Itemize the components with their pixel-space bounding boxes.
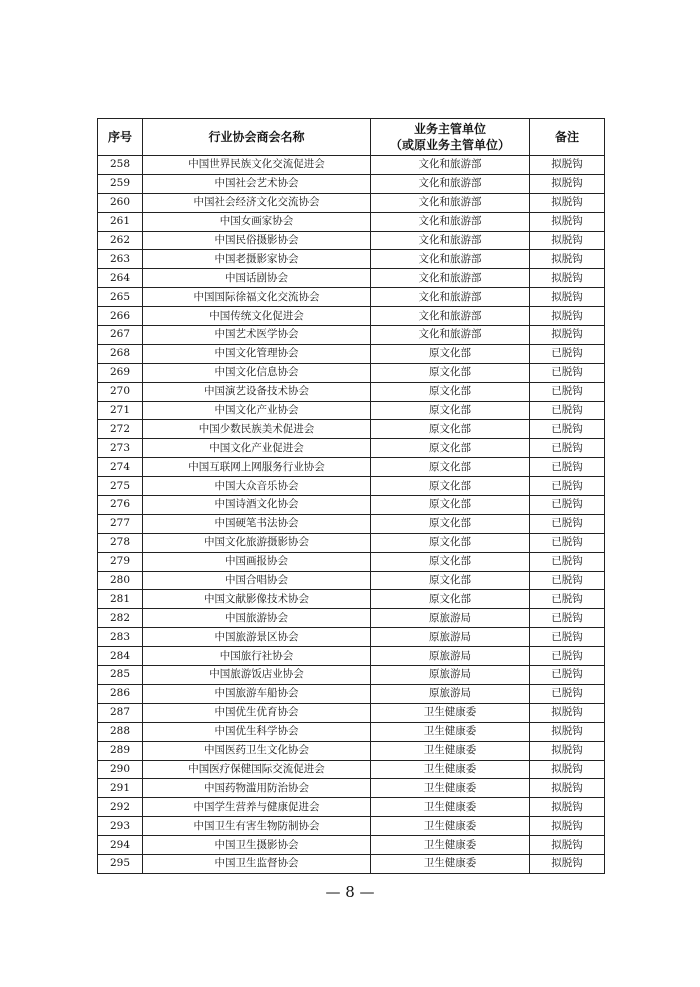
table-row [98,439,605,458]
table-row [98,703,605,722]
cell-supervising-unit: 文化和旅游部 [371,231,530,250]
cell-serial-number: 277 [98,514,143,533]
cell-association-name: 中国合唱协会 [143,571,371,590]
cell-association-name: 中国社会经济文化交流协会 [143,193,371,212]
table-row [98,760,605,779]
cell-serial-number: 278 [98,533,143,552]
cell-supervising-unit: 原文化部 [371,533,530,552]
cell-remarks: 已脱钩 [530,401,605,420]
cell-serial-number: 283 [98,628,143,647]
cell-remarks: 拟脱钩 [530,156,605,175]
cell-supervising-unit: 原文化部 [371,477,530,496]
cell-supervising-unit: 原文化部 [371,590,530,609]
cell-association-name: 中国诗酒文化协会 [143,496,371,515]
cell-serial-number: 287 [98,703,143,722]
table-row [98,571,605,590]
cell-serial-number: 280 [98,571,143,590]
cell-supervising-unit: 文化和旅游部 [371,269,530,288]
cell-remarks: 拟脱钩 [530,854,605,873]
cell-association-name: 中国文化旅游摄影协会 [143,533,371,552]
table-row [98,420,605,439]
cell-association-name: 中国少数民族美术促进会 [143,420,371,439]
header-serial-number: 序号 [98,119,143,156]
header-supervising-unit [371,119,530,156]
cell-remarks: 已脱钩 [530,514,605,533]
cell-association-name: 中国旅游车船协会 [143,684,371,703]
table-row [98,684,605,703]
cell-association-name: 中国文化产业促进会 [143,439,371,458]
cell-serial-number: 262 [98,231,143,250]
cell-association-name: 中国社会艺术协会 [143,174,371,193]
cell-supervising-unit: 原旅游局 [371,666,530,685]
cell-supervising-unit: 原文化部 [371,496,530,515]
cell-remarks: 拟脱钩 [530,817,605,836]
cell-association-name: 中国互联网上网服务行业协会 [143,458,371,477]
table-row [98,307,605,326]
cell-association-name: 中国药物滥用防治协会 [143,779,371,798]
cell-supervising-unit: 原旅游局 [371,684,530,703]
cell-remarks: 已脱钩 [530,552,605,571]
cell-supervising-unit: 卫生健康委 [371,836,530,855]
table-row [98,288,605,307]
cell-supervising-unit: 文化和旅游部 [371,156,530,175]
cell-serial-number: 282 [98,609,143,628]
cell-serial-number: 263 [98,250,143,269]
table-row [98,250,605,269]
cell-association-name: 中国文化信息协会 [143,363,371,382]
table-row [98,326,605,345]
cell-serial-number: 294 [98,836,143,855]
table-row [98,798,605,817]
cell-remarks: 已脱钩 [530,647,605,666]
table-row [98,609,605,628]
cell-association-name: 中国文化管理协会 [143,344,371,363]
header-supervising-unit-line2: （或原业务主管单位） [389,138,510,152]
cell-serial-number: 275 [98,477,143,496]
table-row [98,647,605,666]
cell-serial-number: 264 [98,269,143,288]
cell-serial-number: 270 [98,382,143,401]
cell-supervising-unit: 原文化部 [371,571,530,590]
cell-remarks: 拟脱钩 [530,231,605,250]
cell-association-name: 中国卫生摄影协会 [143,836,371,855]
cell-remarks: 拟脱钩 [530,250,605,269]
cell-supervising-unit: 文化和旅游部 [371,193,530,212]
table-row [98,156,605,175]
cell-association-name: 中国卫生监督协会 [143,854,371,873]
cell-remarks: 已脱钩 [530,420,605,439]
table-row [98,779,605,798]
cell-supervising-unit: 卫生健康委 [371,817,530,836]
cell-remarks: 已脱钩 [530,458,605,477]
table-row [98,496,605,515]
table-row [98,212,605,231]
cell-serial-number: 284 [98,647,143,666]
cell-remarks: 拟脱钩 [530,722,605,741]
cell-association-name: 中国医疗保健国际交流促进会 [143,760,371,779]
cell-serial-number: 268 [98,344,143,363]
cell-association-name: 中国话剧协会 [143,269,371,288]
cell-supervising-unit: 文化和旅游部 [371,250,530,269]
association-table-container [97,118,600,874]
cell-remarks: 拟脱钩 [530,307,605,326]
cell-supervising-unit: 卫生健康委 [371,722,530,741]
cell-association-name: 中国学生营养与健康促进会 [143,798,371,817]
cell-serial-number: 260 [98,193,143,212]
table-row [98,382,605,401]
cell-serial-number: 265 [98,288,143,307]
cell-remarks: 已脱钩 [530,439,605,458]
cell-association-name: 中国画报协会 [143,552,371,571]
cell-association-name: 中国旅行社协会 [143,647,371,666]
cell-serial-number: 290 [98,760,143,779]
table-row [98,666,605,685]
cell-remarks: 拟脱钩 [530,174,605,193]
cell-remarks: 拟脱钩 [530,836,605,855]
cell-supervising-unit: 文化和旅游部 [371,174,530,193]
cell-supervising-unit: 卫生健康委 [371,854,530,873]
cell-remarks: 拟脱钩 [530,798,605,817]
cell-association-name: 中国大众音乐协会 [143,477,371,496]
cell-association-name: 中国国际徐福文化交流协会 [143,288,371,307]
page-number: — 8 — [325,883,375,901]
cell-supervising-unit: 原文化部 [371,401,530,420]
cell-remarks: 拟脱钩 [530,269,605,288]
cell-remarks: 已脱钩 [530,609,605,628]
table-row [98,817,605,836]
cell-supervising-unit: 原文化部 [371,514,530,533]
cell-association-name: 中国医药卫生文化协会 [143,741,371,760]
cell-supervising-unit: 卫生健康委 [371,760,530,779]
cell-serial-number: 266 [98,307,143,326]
cell-supervising-unit: 卫生健康委 [371,779,530,798]
cell-serial-number: 286 [98,684,143,703]
cell-supervising-unit: 卫生健康委 [371,741,530,760]
cell-remarks: 拟脱钩 [530,760,605,779]
cell-serial-number: 281 [98,590,143,609]
table-row [98,533,605,552]
cell-supervising-unit: 文化和旅游部 [371,326,530,345]
cell-supervising-unit: 原文化部 [371,552,530,571]
cell-remarks: 拟脱钩 [530,193,605,212]
cell-remarks: 拟脱钩 [530,326,605,345]
table-row [98,590,605,609]
table-row [98,552,605,571]
header-supervising-unit-line1: 业务主管单位 [413,122,486,136]
table-row [98,477,605,496]
cell-remarks: 已脱钩 [530,496,605,515]
cell-serial-number: 288 [98,722,143,741]
table-body [98,156,605,874]
cell-association-name: 中国旅游景区协会 [143,628,371,647]
header-remarks: 备注 [530,119,605,156]
table-row [98,836,605,855]
cell-serial-number: 273 [98,439,143,458]
cell-association-name: 中国卫生有害生物防制协会 [143,817,371,836]
header-association-name: 行业协会商会名称 [143,119,371,156]
cell-remarks: 已脱钩 [530,628,605,647]
cell-association-name: 中国优生科学协会 [143,722,371,741]
cell-association-name: 中国文献影像技术协会 [143,590,371,609]
cell-remarks: 已脱钩 [530,666,605,685]
cell-serial-number: 289 [98,741,143,760]
cell-association-name: 中国艺术医学协会 [143,326,371,345]
cell-association-name: 中国女画家协会 [143,212,371,231]
cell-remarks: 拟脱钩 [530,741,605,760]
cell-serial-number: 267 [98,326,143,345]
cell-remarks: 已脱钩 [530,477,605,496]
cell-remarks: 已脱钩 [530,684,605,703]
cell-association-name: 中国演艺设备技术协会 [143,382,371,401]
cell-remarks: 已脱钩 [530,571,605,590]
cell-remarks: 已脱钩 [530,382,605,401]
cell-remarks: 已脱钩 [530,363,605,382]
cell-serial-number: 274 [98,458,143,477]
cell-association-name: 中国优生优育协会 [143,703,371,722]
cell-serial-number: 291 [98,779,143,798]
cell-association-name: 中国世界民族文化交流促进会 [143,156,371,175]
cell-supervising-unit: 原旅游局 [371,647,530,666]
cell-remarks: 拟脱钩 [530,212,605,231]
cell-association-name: 中国民俗摄影协会 [143,231,371,250]
cell-remarks: 拟脱钩 [530,288,605,307]
cell-serial-number: 272 [98,420,143,439]
cell-remarks: 拟脱钩 [530,703,605,722]
table-header-row [98,119,605,156]
association-table [97,118,605,874]
cell-supervising-unit: 原文化部 [371,420,530,439]
cell-association-name: 中国旅游饭店业协会 [143,666,371,685]
table-row [98,193,605,212]
cell-supervising-unit: 卫生健康委 [371,703,530,722]
cell-remarks: 已脱钩 [530,344,605,363]
cell-serial-number: 279 [98,552,143,571]
cell-serial-number: 293 [98,817,143,836]
cell-supervising-unit: 原文化部 [371,363,530,382]
cell-serial-number: 258 [98,156,143,175]
table-row [98,741,605,760]
cell-serial-number: 259 [98,174,143,193]
cell-supervising-unit: 卫生健康委 [371,798,530,817]
cell-supervising-unit: 原文化部 [371,344,530,363]
cell-association-name: 中国硬笔书法协会 [143,514,371,533]
cell-association-name: 中国老摄影家协会 [143,250,371,269]
cell-serial-number: 292 [98,798,143,817]
cell-supervising-unit: 原旅游局 [371,628,530,647]
cell-serial-number: 261 [98,212,143,231]
table-row [98,628,605,647]
cell-supervising-unit: 文化和旅游部 [371,212,530,231]
cell-supervising-unit: 原文化部 [371,382,530,401]
table-row [98,174,605,193]
cell-remarks: 已脱钩 [530,533,605,552]
cell-association-name: 中国文化产业协会 [143,401,371,420]
cell-association-name: 中国旅游协会 [143,609,371,628]
cell-remarks: 拟脱钩 [530,779,605,798]
table-row [98,269,605,288]
table-row [98,514,605,533]
cell-supervising-unit: 原旅游局 [371,609,530,628]
cell-serial-number: 285 [98,666,143,685]
cell-association-name: 中国传统文化促进会 [143,307,371,326]
table-row [98,458,605,477]
cell-remarks: 已脱钩 [530,590,605,609]
cell-supervising-unit: 原文化部 [371,439,530,458]
cell-serial-number: 271 [98,401,143,420]
table-row [98,363,605,382]
cell-serial-number: 269 [98,363,143,382]
table-row [98,401,605,420]
table-row [98,854,605,873]
cell-supervising-unit: 原文化部 [371,458,530,477]
cell-supervising-unit: 文化和旅游部 [371,288,530,307]
table-row [98,722,605,741]
table-row [98,344,605,363]
table-row [98,231,605,250]
cell-serial-number: 276 [98,496,143,515]
cell-supervising-unit: 文化和旅游部 [371,307,530,326]
cell-serial-number: 295 [98,854,143,873]
